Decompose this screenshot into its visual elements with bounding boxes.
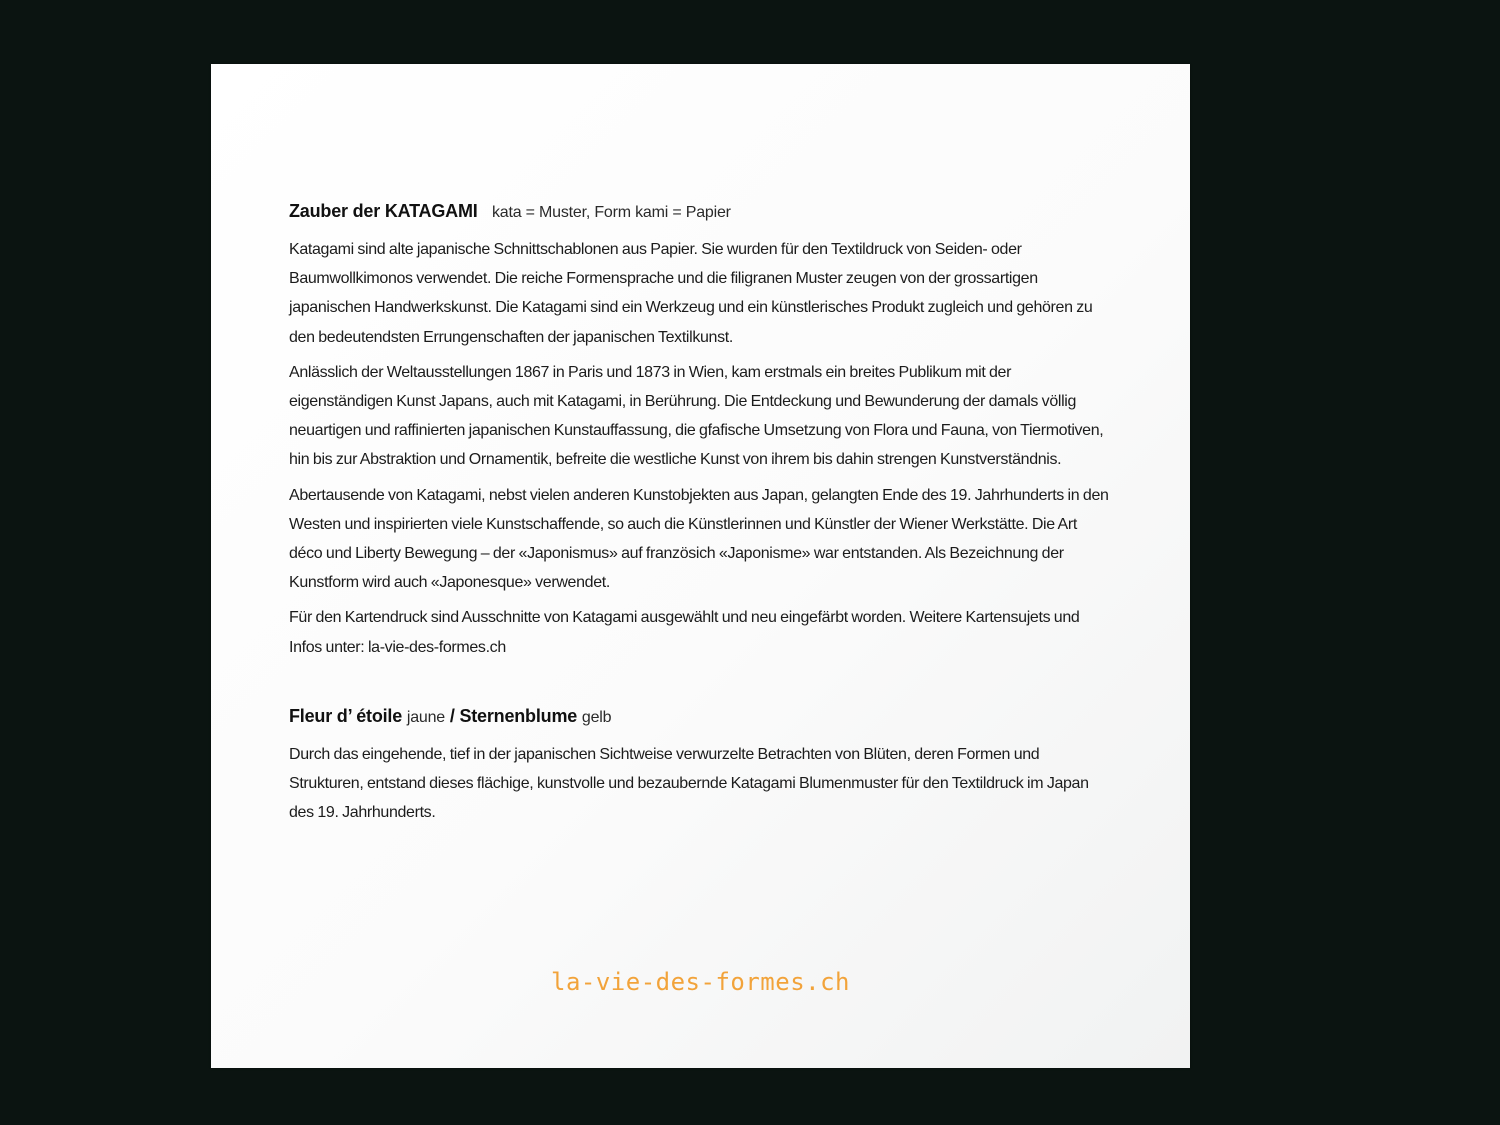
section2-color-fr: jaune xyxy=(406,708,445,726)
section2-title-fr: Fleur d’ étoile xyxy=(289,705,403,726)
section1-title: Zauber der KATAGAMI xyxy=(289,201,478,221)
section1-paragraph-4: Für den Kartendruck sind Ausschnitte von Katagami ausgewählt und neu eingefärbt worden. Weitere Kartensujets und Infos unter: la-vie-des-formes.ch xyxy=(289,609,1080,656)
section1-subtitle: kata = Muster, Form kami = Papier xyxy=(491,204,731,221)
card-content xyxy=(289,199,1109,833)
section2-title-de: Sternenblume xyxy=(459,705,578,726)
section2-color-de: gelb xyxy=(581,708,612,726)
section1-heading xyxy=(289,199,1109,225)
section1-paragraph-3: Abertausende von Katagami, nebst vielen anderen Kunstobjekten aus Japan, gelangten Ende des 19. Jahrhunderts in den Westen und inspirierten viele Kunstschaffende, so auch die Künstlerinnen und Künstler der Wiener Werkstätte. Die Art déco und Liberty Bewegung – der «Japonismus» auf französich «Japonisme» war entstanden. Als Bezeichnung der Kunstform wird auch «Japonesque» verwendet. xyxy=(289,486,1109,592)
footer-website: la-vie-des-formes.ch xyxy=(551,968,850,996)
section2-heading xyxy=(289,704,1109,730)
section1-paragraph-2: Anlässlich der Weltausstellungen 1867 in Paris und 1873 in Wien, kam erstmals ein breites Publikum mit der eigenständigen Kunst Japans, auch mit Katagami, in Berührung. Die Entdeckung und Bewunderung der damals völlig neuartigen und raffinierten japanischen Kunstauffassung, die gfafische Umsetzung von Flora und Fauna, von Tiermotiven, hin bis zur Abstraktion und Ornamentik, befreite die westliche Kunst von ihrem bis dahin strengen Kunstverständnis. xyxy=(289,363,1104,469)
section2-separator: / xyxy=(449,705,455,726)
section2-paragraph: Durch das eingehende, tief in der japanischen Sichtweise verwurzelte Betrachten von Blüten, deren Formen und Strukturen, entstand dieses flächige, kunstvolle und bezaubernde Katagami Blumenmuster für den Textildruck im Japan des 19. Jahrhunderts. xyxy=(289,745,1089,822)
section1-paragraph-1: Katagami sind alte japanische Schnittschablonen aus Papier. Sie wurden für den Textildruck von Seiden- oder Baumwollkimonos verwendet. Die reiche Formensprache und die filigranen Muster zeugen von der grossartigen japanischen Handwerkskunst. Die Katagami sind ein Werkzeug und ein künstlerisches Produkt zugleich und gehören zu den bedeutendsten Errungenschaften der japanischen Textilkunst. xyxy=(289,241,1093,346)
info-card xyxy=(211,64,1190,1068)
